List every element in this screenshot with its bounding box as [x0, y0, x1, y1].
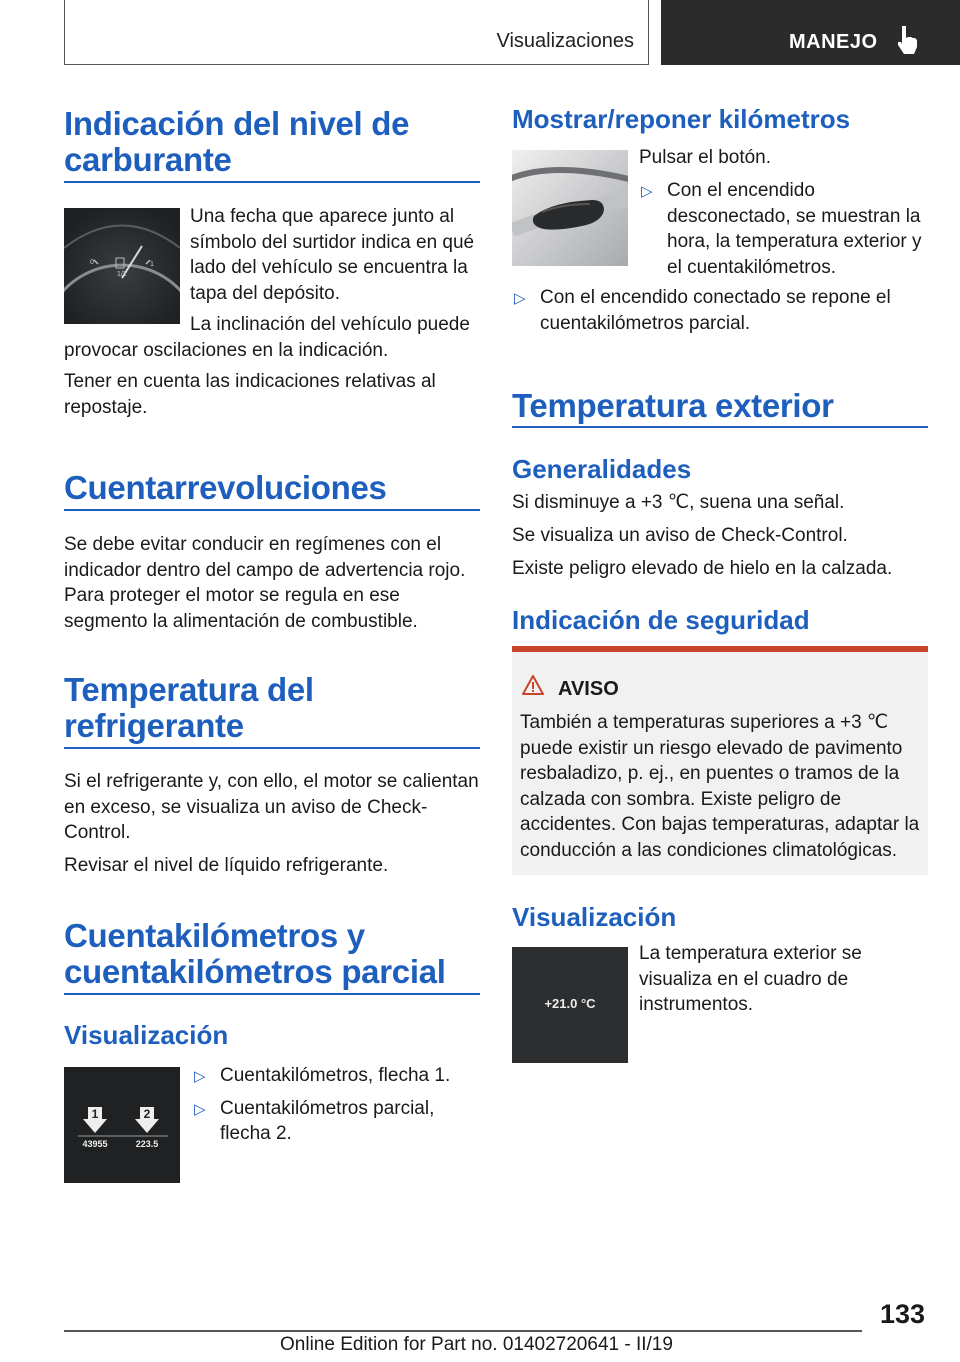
show-bullet-2: ▷ Con el encendido conectado se repone el cuentakilómetros parcial.: [514, 287, 891, 334]
fuel-gauge-graphic: [64, 208, 180, 324]
header-chapter-box: [661, 0, 960, 65]
display-paragraph: La temperatura exterior se visualiza en el cuadro de instrumentos.: [639, 943, 862, 1015]
fuel-title: Indicación del nivel de carburante: [64, 105, 410, 178]
warning-text: También a temperaturas superiores a +3 ℃ puede existir un riesgo elevado de pavimento resbaladizo, p. ej., en puentes o tramos de la calzada con sombra. Existe peligro de accidentes. Con bajas temperaturas, adaptar la conducción a las condiciones climatológicas.: [520, 712, 920, 861]
display-text: [639, 941, 931, 1025]
temperature-display-image: [512, 947, 628, 1063]
show-bullet-1: ▷ Con el encendido desconectado, se muestran la hora, la temperatura exterior y el cuentakilómetros.: [641, 180, 922, 278]
triangle-bullet-icon: ▷: [194, 1100, 206, 1118]
triangle-bullet-icon: ▷: [194, 1068, 206, 1085]
show-text-1: [639, 145, 931, 287]
fuel-gauge-one: 1: [150, 261, 154, 268]
odometer-bullets: [192, 1063, 482, 1154]
footer-edition: Online Edition for Part no. 01402720641 - II/19: [280, 1334, 673, 1355]
outside-temp-rule: [512, 426, 928, 428]
odometer-arrow-1-label: 1: [91, 1107, 99, 1121]
odometer-bullet-2: ▷ Cuentakilómetros parcial, flecha 2.: [194, 1097, 435, 1144]
header-section-box: [64, 0, 649, 65]
odometer-value-2: 223.5: [135, 1139, 159, 1149]
coolant-title: Temperatura del refrigerante: [64, 671, 314, 744]
odometer-value-1: 43955: [82, 1139, 108, 1149]
tacho-title: Cuentarrevoluciones: [64, 469, 387, 506]
footer-rule: [64, 1330, 862, 1332]
general-paragraph-3: Existe peligro elevado de hielo en la calzada.: [512, 558, 893, 579]
fuel-gauge-half: 1/2: [117, 271, 127, 278]
warning-title: AVISO: [558, 678, 619, 700]
outside-temp-title: Temperatura exterior: [512, 387, 834, 424]
warning-triangle-icon: [521, 674, 545, 696]
show-reset-title: Mostrar/reponer kilómetros: [512, 104, 851, 134]
fuel-paragraph-1: Una fecha que aparece junto al símbolo del surtidor indica en qué lado del vehículo se encuentra la tapa del depósito.: [190, 206, 475, 304]
triangle-bullet-icon: ▷: [641, 183, 653, 200]
odometer-rule: [64, 993, 480, 995]
page-number: 133: [880, 1299, 926, 1329]
fuel-paragraph-3: Tener en cuenta las indicaciones relativas al repostaje.: [64, 371, 436, 418]
tacho-rule: [64, 509, 480, 511]
odometer-subtitle: Visualización: [64, 1020, 229, 1050]
fuel-paragraph-2: La inclinación del vehículo puede provocar oscilaciones en la indicación.: [64, 314, 470, 361]
warning-box: [512, 646, 928, 875]
display-subtitle: Visualización: [512, 902, 677, 932]
button-graphic: [512, 150, 628, 266]
odometer-bullet-1: ▷ Cuentakilómetros, flecha 1.: [192, 1063, 482, 1089]
fuel-gauge-zero: 0: [90, 259, 94, 266]
pointing-hand-icon: [893, 24, 921, 56]
show-paragraph-1: Pulsar el botón.: [639, 147, 772, 168]
general-paragraph-1: Si disminuye a +3 ℃, suena una señal.: [512, 492, 845, 513]
odometer-graphic: [64, 1067, 180, 1183]
fuel-text-3: [64, 369, 470, 428]
fuel-gauge-image: [64, 208, 180, 324]
header-section-title: Visualizaciones: [496, 30, 634, 52]
fuel-rule: [64, 181, 480, 183]
coolant-paragraph-2: Revisar el nivel de líquido refrigerante.: [64, 855, 389, 876]
general-paragraph-2: Se visualiza un aviso de Check-Control.: [512, 525, 848, 546]
safety-subtitle: Indicación de seguridad: [512, 605, 810, 635]
temperature-display-value: +21.0 °C: [544, 996, 596, 1011]
tacho-paragraph-1: Se debe evitar conducir en regímenes con el indicador dentro del campo de advertencia rojo. Para proteger el motor se regula en ese segmento la alimentación de combustible.: [64, 534, 466, 632]
general-text: [512, 490, 928, 589]
coolant-rule: [64, 747, 480, 749]
fuel-text-1: [190, 204, 482, 314]
header-chapter-title: MANEJO: [789, 31, 878, 53]
fuel-text-2: [64, 312, 482, 371]
odometer-title: Cuentakilómetros y cuentakilómetros parcial: [64, 917, 446, 990]
coolant-paragraph-1: Si el refrigerante y, con ello, el motor se calientan en exceso, se visualiza un aviso de Check-Control.: [64, 771, 479, 843]
coolant-text: [64, 769, 482, 886]
button-image: [512, 150, 628, 266]
general-subtitle: Generalidades: [512, 454, 692, 484]
triangle-bullet-icon: ▷: [514, 290, 526, 307]
show-text-2: [512, 285, 928, 343]
tacho-text: [64, 532, 476, 642]
odometer-image: [64, 1067, 180, 1183]
odometer-arrow-2-label: 2: [143, 1107, 151, 1121]
